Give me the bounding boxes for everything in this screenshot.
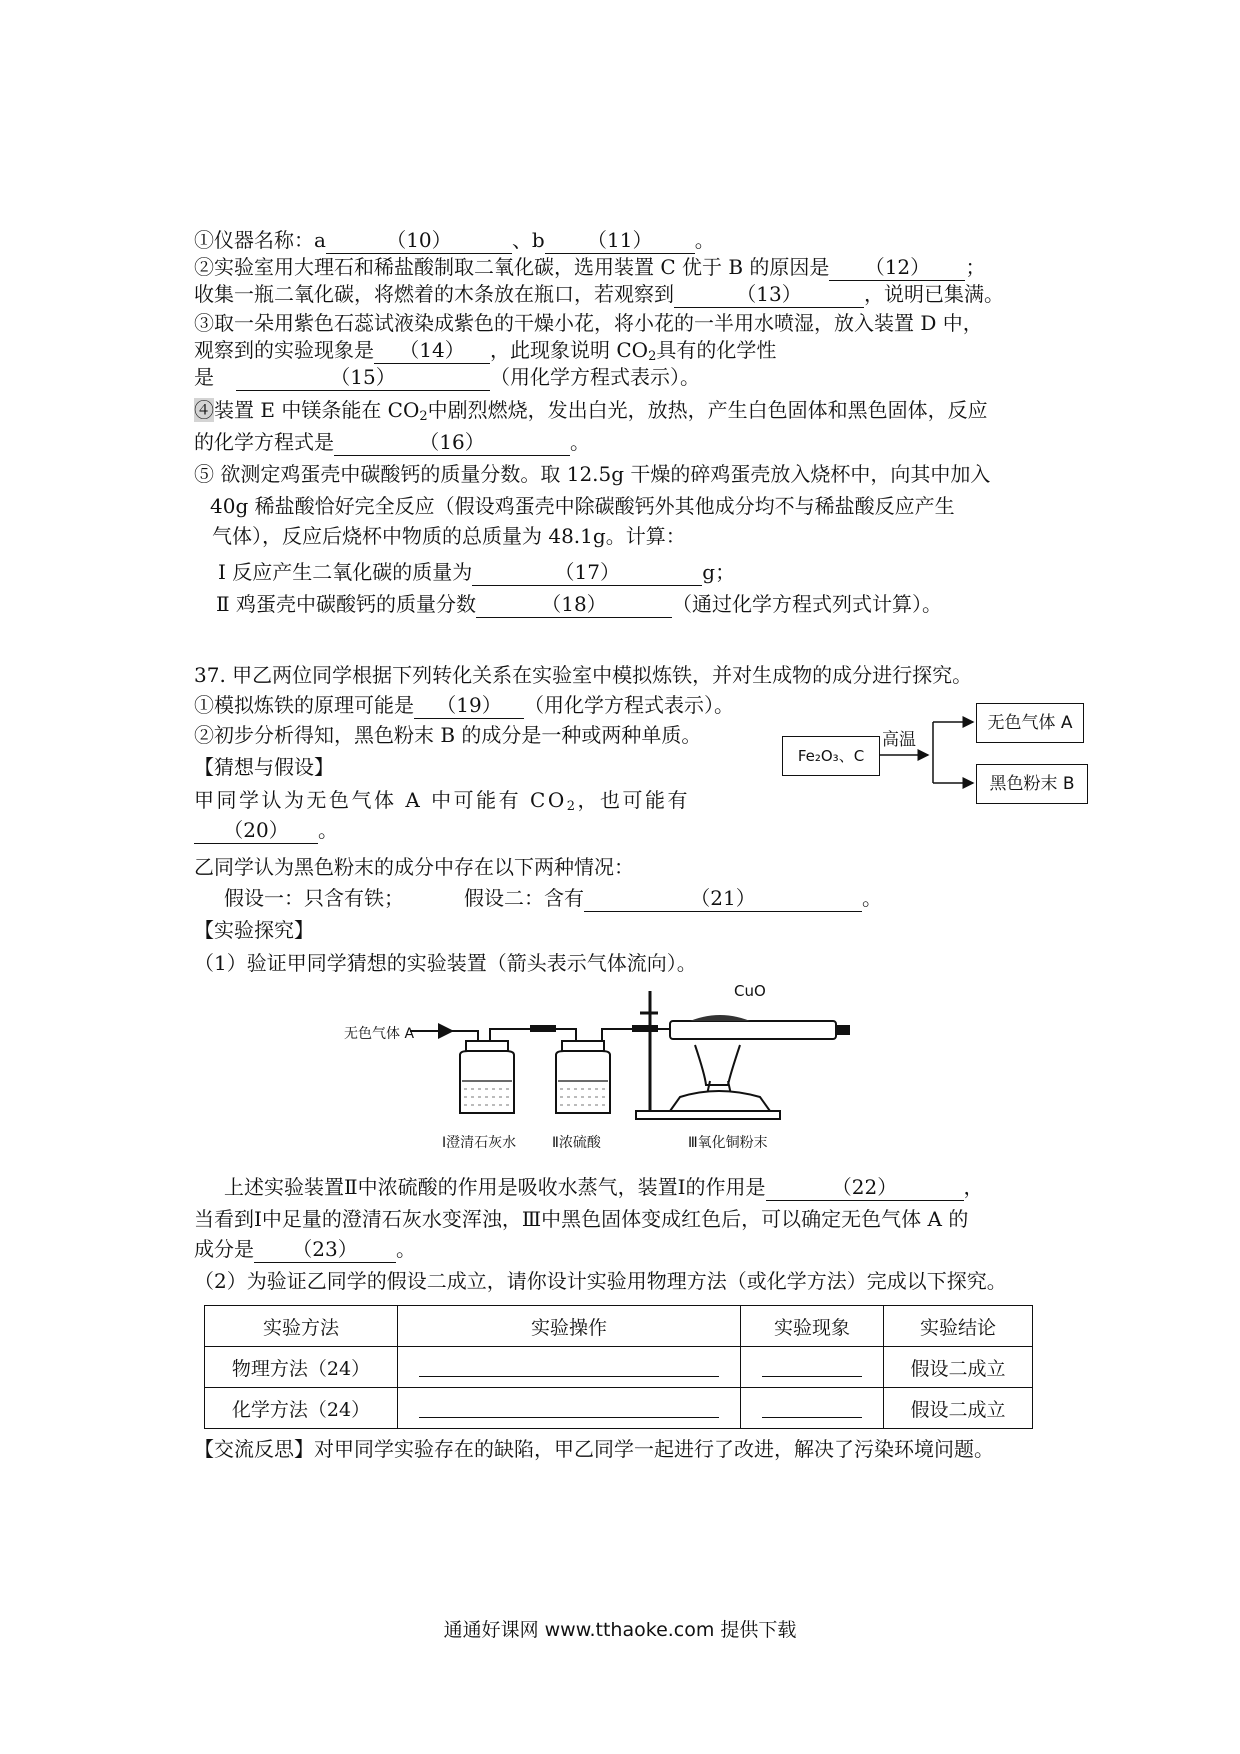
- gas-a-label: 无色气体 A: [344, 1026, 415, 1042]
- caption-sulfuric-acid: Ⅱ浓硫酸: [552, 1135, 601, 1151]
- q36-line-11: 气体），反应后烧杯中物质的总质量为 48.1g。计算：: [212, 524, 686, 548]
- q37-line-10: 成分是 （23） 。: [194, 1237, 416, 1261]
- phenomenon-blank[interactable]: [762, 1401, 862, 1418]
- row1-phenomenon[interactable]: [741, 1347, 884, 1388]
- blank-16[interactable]: （16）: [334, 429, 570, 456]
- blank-10[interactable]: （10）: [326, 227, 512, 254]
- item-number-4: ④: [194, 398, 214, 422]
- row1-conclusion: 假设二成立: [884, 1347, 1033, 1388]
- header-conclusion: 实验结论: [884, 1306, 1033, 1347]
- blank-14[interactable]: （14）: [374, 337, 490, 364]
- flow-start-box: Fe₂O₃、C: [782, 736, 880, 776]
- table-header-row: [205, 1306, 1033, 1347]
- row1-operation[interactable]: [398, 1347, 741, 1388]
- q37-line-4: （20） 。: [194, 815, 338, 845]
- q36-line-12: Ⅰ 反应产生二氧化碳的质量为 （17） g；: [218, 560, 736, 584]
- blank-11[interactable]: （11）: [545, 227, 695, 254]
- heading-experiment: 【实验探究】: [194, 918, 314, 942]
- row2-conclusion: 假设二成立: [884, 1388, 1033, 1429]
- q37-line-8: 上述实验装置Ⅱ中浓硫酸的作用是吸收水蒸气，装置Ⅰ的作用是 （22） ，: [224, 1175, 984, 1199]
- header-method: 实验方法: [205, 1306, 398, 1347]
- q36-line-9: ⑤ 欲测定鸡蛋壳中碳酸钙的质量分数。取 12.5g 干燥的碎鸡蛋壳放入烧杯中，向其中加入: [194, 462, 991, 486]
- apparatus-diagram: [340, 985, 870, 1125]
- footer-source: 通通好课网 www.tthaoke.com 提供下载: [443, 1619, 797, 1641]
- reflection-line: 【交流反思】对甲同学实验存在的缺陷，甲乙同学一起进行了改进，解决了污染环境问题。: [194, 1437, 994, 1461]
- row2-phenomenon[interactable]: [741, 1388, 884, 1429]
- operation-blank[interactable]: [419, 1401, 719, 1418]
- q36-line-10: 40g 稀盐酸恰好完全反应（假设鸡蛋壳中除碳酸钙外其他成分均不与稀盐酸反应产生: [210, 494, 955, 518]
- q37-line-7: （1）验证甲同学猜想的实验装置（箭头表示气体流向）。: [194, 951, 697, 975]
- caption-cuo-powder: Ⅲ氧化铜粉末: [688, 1135, 768, 1151]
- q37-line-5: 乙同学认为黑色粉末的成分中存在以下两种情况：: [194, 855, 634, 879]
- q37-line-1: ①模拟炼铁的原理可能是 （19） （用化学方程式表示）。: [194, 693, 734, 717]
- blank-12[interactable]: （12）: [829, 254, 965, 281]
- table-row: [205, 1388, 1033, 1429]
- q37-title: 37. 甲乙两位同学根据下列转化关系在实验室中模拟炼铁，并对生成物的成分进行探究。: [194, 663, 973, 687]
- flow-output-gas-box: 无色气体 A: [976, 703, 1084, 743]
- operation-blank[interactable]: [419, 1360, 719, 1377]
- q37-line-3: 甲同学认为无色气体 A 中可能有 $CO_2$，也可能有: [194, 788, 690, 814]
- row2-method: 化学方法（24）: [205, 1388, 398, 1429]
- q37-line-9: 当看到Ⅰ中足量的澄清石灰水变浑浊，Ⅲ中黑色固体变成红色后，可以确定无色气体 A 的: [194, 1207, 969, 1231]
- q36-line-3: 收集一瓶二氧化碳，将燃着的木条放在瓶口，若观察到 （13） ，说明已集满。: [194, 282, 1004, 306]
- flow-output-powder-box: 黑色粉末 B: [976, 764, 1088, 804]
- blank-15[interactable]: （15）: [236, 364, 490, 391]
- caption-limewater: Ⅰ澄清石灰水: [442, 1135, 517, 1151]
- blank-20[interactable]: （20）: [194, 817, 318, 844]
- q36-line-7: ④装置 E 中镁条能在 $CO_2$中剧烈燃烧，发出白光，放热，产生白色固体和黑色固体，反应: [194, 398, 988, 424]
- q36-line-6: 是 （15） （用化学方程式表示）。: [194, 365, 700, 389]
- q36-line-13: Ⅱ 鸡蛋壳中碳酸钙的质量分数 （18） （通过化学方程式列式计算）。: [216, 592, 942, 616]
- experiment-table: [204, 1305, 1033, 1429]
- phenomenon-blank[interactable]: [762, 1360, 862, 1377]
- header-phenomenon: 实验现象: [741, 1306, 884, 1347]
- blank-17[interactable]: （17）: [472, 559, 702, 586]
- q37-line-6: 假设一：只含有铁； 假设二：含有 （21） 。: [224, 886, 882, 910]
- flow-condition-label: 高温: [882, 730, 916, 750]
- blank-21[interactable]: （21）: [584, 885, 862, 912]
- blank-22[interactable]: （22）: [766, 1174, 964, 1201]
- heading-hypothesis: 【猜想与假设】: [194, 755, 334, 779]
- q36-line-8: 的化学方程式是 （16） 。: [194, 430, 590, 454]
- row1-method: 物理方法（24）: [205, 1347, 398, 1388]
- blank-19[interactable]: （19）: [414, 692, 524, 719]
- table-row: [205, 1347, 1033, 1388]
- blank-18[interactable]: （18）: [476, 591, 672, 618]
- q37-line-11: （2）为验证乙同学的假设二成立，请你设计实验用物理方法（或化学方法）完成以下探究。: [194, 1269, 1007, 1293]
- q36-line-1: ①仪器名称：a （10） 、b （11） 。: [194, 228, 715, 252]
- q36-line-4: ③取一朵用紫色石蕊试液染成紫色的干燥小花，将小花的一半用水喷湿，放入装置 D 中，: [194, 311, 983, 335]
- q36-line-5: 观察到的实验现象是 （14） ，此现象说明 $CO_2$具有的化学性: [194, 338, 777, 364]
- q36-line-2: ②实验室用大理石和稀盐酸制取二氧化碳，选用装置 C 优于 B 的原因是 （12） ；: [194, 255, 986, 279]
- header-operation: 实验操作: [398, 1306, 741, 1347]
- q37-line-2: ②初步分析得知，黑色粉末 B 的成分是一种或两种单质。: [194, 723, 702, 747]
- blank-13[interactable]: （13）: [674, 281, 864, 308]
- cuo-label: CuO: [734, 982, 766, 1000]
- row2-operation[interactable]: [398, 1388, 741, 1429]
- blank-23[interactable]: （23）: [254, 1236, 396, 1263]
